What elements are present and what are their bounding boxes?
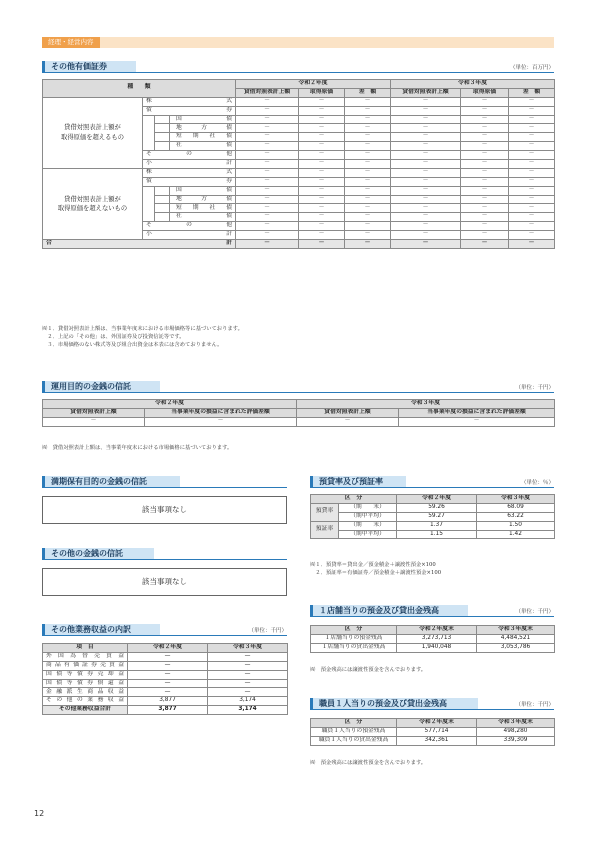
value-cell: － [391, 177, 461, 186]
indent-cell [143, 115, 155, 151]
row-label: 金融派生商品収益 [43, 688, 128, 697]
indent-cell [155, 195, 170, 204]
section-bar [310, 698, 313, 709]
row-label: 株式 [143, 168, 236, 177]
value-cell: － [299, 115, 345, 124]
value-cell: 3,053,786 [477, 643, 555, 652]
row-label: 地方債 [170, 124, 236, 133]
page-number: 12 [34, 809, 45, 818]
value-cell: － [461, 222, 509, 231]
value-cell: — [128, 688, 208, 697]
value-cell: － [236, 124, 299, 133]
value-cell: － [391, 124, 461, 133]
period-average-label: （期中平均） [339, 530, 397, 539]
header-year3: 令和３年度 [297, 400, 555, 409]
value-cell: － [391, 106, 461, 115]
other-securities-table [42, 79, 555, 249]
value-cell: 68.09 [477, 503, 555, 512]
total-value-cell: － [236, 240, 299, 249]
header-year2: 令和２年度 [43, 400, 297, 409]
header-item: 項 目 [43, 644, 128, 653]
value-cell: — [208, 661, 288, 670]
header-year3: 令和３年度 [391, 80, 555, 89]
header-cost-y3: 取得原価 [461, 88, 509, 97]
section-title-trading-trust [42, 381, 554, 393]
row-label: 株式 [143, 97, 236, 106]
note-line: ㈲１．預貸率＝貸出金／預金積金＋譲渡性預金×100 [310, 562, 436, 568]
header-year3: 令和３年度末 [477, 626, 555, 635]
sec1-notes [42, 325, 243, 350]
section-title-other-securities [42, 61, 554, 73]
per-employee-table [310, 718, 555, 746]
chapter-tag: 経理・経営内容 [42, 37, 100, 48]
row-label: 小計 [143, 231, 236, 240]
value-cell: － [509, 231, 555, 240]
value-cell: 59.27 [397, 512, 477, 521]
row-label: 国債等債券償還益 [43, 679, 128, 688]
value-cell: － [509, 160, 555, 169]
value-cell: － [391, 168, 461, 177]
row-label: 職員１人当りの貸出金残高 [311, 736, 397, 745]
value-cell: 3,273,713 [397, 634, 477, 643]
value-cell: － [509, 151, 555, 160]
section-bar [310, 476, 313, 487]
group-label: 貸借対照表計上額が 取得原価を超えないもの [43, 168, 143, 239]
value-cell: － [461, 195, 509, 204]
row-label: その他 [143, 151, 236, 160]
header-year2: 令和２年度 [128, 644, 208, 653]
period-end-label: （期 末） [339, 503, 397, 512]
value-cell: － [236, 195, 299, 204]
row-label: 国債 [170, 186, 236, 195]
value-cell: － [509, 115, 555, 124]
value-cell: － [461, 213, 509, 222]
value-cell: － [345, 168, 391, 177]
section-bar [42, 624, 45, 635]
unit-label: （単位：千円） [515, 609, 554, 615]
row-label: １店舗当りの預金残高 [311, 634, 397, 643]
section-title-label: その他業務収益の内訳 [42, 624, 160, 635]
value-cell: － [345, 222, 391, 231]
indent-cell [155, 186, 170, 195]
value-cell: 1,940,048 [397, 643, 477, 652]
header-year3: 令和３年度末 [477, 719, 555, 728]
value-cell: － [461, 231, 509, 240]
value-cell: － [509, 186, 555, 195]
value-cell: － [43, 417, 145, 426]
value-cell: － [345, 142, 391, 151]
indent-cell [155, 133, 170, 142]
value-cell: 1.37 [397, 521, 477, 530]
value-cell: － [236, 115, 299, 124]
row-label: 外国為替売買益 [43, 652, 128, 661]
value-cell: － [461, 160, 509, 169]
value-cell: － [461, 168, 509, 177]
value-cell: － [236, 133, 299, 142]
value-cell: － [236, 186, 299, 195]
value-cell: － [299, 222, 345, 231]
value-cell: － [461, 133, 509, 142]
value-cell: － [345, 231, 391, 240]
value-cell: － [391, 222, 461, 231]
section-title-label: その他の金銭の信託 [42, 548, 154, 559]
total-label: 合計 [43, 240, 236, 249]
header-kind: 種 類 [43, 80, 236, 98]
value-cell: － [236, 168, 299, 177]
ratios-table [310, 494, 555, 539]
header-valuation-diff-y2: 当事業年度の損益に含まれた評価差額 [145, 408, 297, 417]
value-cell: － [461, 177, 509, 186]
value-cell: － [345, 186, 391, 195]
value-cell: － [461, 151, 509, 160]
header-year3: 令和３年度 [477, 495, 555, 504]
section-title-label: 預貸率及び預証率 [310, 476, 406, 487]
value-cell: － [509, 195, 555, 204]
value-cell: － [391, 195, 461, 204]
indent-cell [143, 186, 155, 222]
unit-label: （単位：百万円） [509, 65, 554, 71]
total-value-cell: － [461, 240, 509, 249]
header-bs-amount-y3: 貸借対照表計上額 [391, 88, 461, 97]
total-value-cell: － [391, 240, 461, 249]
total-value-cell: － [345, 240, 391, 249]
total-value-cell: 3,174 [208, 706, 288, 715]
value-cell: － [345, 133, 391, 142]
value-cell: － [461, 142, 509, 151]
value-cell: 4,484,521 [477, 634, 555, 643]
value-cell: － [391, 186, 461, 195]
header-diff-y2: 差 額 [345, 88, 391, 97]
value-cell: 577,714 [397, 727, 477, 736]
header-bs-amount-y3: 貸借対照表計上額 [297, 408, 399, 417]
value-cell: － [509, 204, 555, 213]
value-cell: － [236, 222, 299, 231]
unit-label: （単位：％） [520, 480, 554, 486]
value-cell: － [299, 97, 345, 106]
value-cell: － [461, 106, 509, 115]
row-label: 短期社債 [170, 133, 236, 142]
value-cell: － [461, 97, 509, 106]
per-branch-table [310, 625, 555, 653]
indent-cell [155, 142, 170, 151]
value-cell: － [391, 133, 461, 142]
value-cell: － [345, 204, 391, 213]
value-cell: — [208, 670, 288, 679]
value-cell: － [509, 133, 555, 142]
value-cell: － [345, 115, 391, 124]
row-label: 国債 [170, 115, 236, 124]
sec2-note: ㈲ 貸借対照表計上額は、当事業年度末における市場価格に基づいております。 [42, 445, 233, 451]
value-cell: － [391, 115, 461, 124]
value-cell: － [391, 204, 461, 213]
section-title-label: 運用目的の金銭の信託 [42, 381, 160, 392]
value-cell: － [509, 213, 555, 222]
no-data-box: 該当事項なし [42, 568, 287, 596]
value-cell: － [299, 168, 345, 177]
value-cell: － [299, 133, 345, 142]
value-cell: － [345, 151, 391, 160]
section-title-label: 職員１人当りの預金及び貸出金残高 [310, 698, 478, 709]
value-cell: － [236, 142, 299, 151]
total-value-cell: － [509, 240, 555, 249]
row-label: 小計 [143, 160, 236, 169]
value-cell: － [299, 124, 345, 133]
sec7-note: ㈲ 預金残高には譲渡性預金を含んでおります。 [310, 667, 427, 673]
section-bar [42, 61, 45, 72]
note-line: ㈲１．貸借対照表計上額は、当事業年度末における市場価格等に基づいております。 [42, 326, 243, 332]
total-value-cell: － [299, 240, 345, 249]
period-end-label: （期 末） [339, 521, 397, 530]
value-cell: － [236, 97, 299, 106]
section-title-label: １店舗当りの預金及び貸出金残高 [310, 605, 468, 616]
total-label: その他業務収益合計 [43, 706, 128, 715]
value-cell: － [391, 97, 461, 106]
value-cell: 1.15 [397, 530, 477, 539]
section-title-other-operating-income [42, 624, 287, 636]
row-label: 短期社債 [170, 204, 236, 213]
sec8-note: ㈲ 預金残高には譲渡性預金を含んでおります。 [310, 760, 427, 766]
value-cell: — [208, 688, 288, 697]
row-label: 社債 [170, 213, 236, 222]
indent-cell [155, 115, 170, 124]
securities-deposit-ratio-label: 預証率 [311, 521, 339, 539]
value-cell: － [299, 160, 345, 169]
value-cell: － [297, 417, 399, 426]
value-cell: 3,174 [208, 697, 288, 706]
value-cell: — [128, 679, 208, 688]
value-cell: － [391, 231, 461, 240]
indent-cell [155, 204, 170, 213]
row-label: 商品有価証券売買益 [43, 661, 128, 670]
value-cell: 498,280 [477, 727, 555, 736]
value-cell: 59.26 [397, 503, 477, 512]
value-cell: － [345, 160, 391, 169]
value-cell: － [345, 195, 391, 204]
value-cell: 3,877 [128, 697, 208, 706]
indent-cell [155, 124, 170, 133]
value-cell: － [236, 177, 299, 186]
value-cell: － [299, 204, 345, 213]
row-label: 地方債 [170, 195, 236, 204]
value-cell: － [391, 160, 461, 169]
value-cell: 1.50 [477, 521, 555, 530]
value-cell: － [299, 151, 345, 160]
value-cell: － [461, 204, 509, 213]
header-year2: 令和２年度 [236, 80, 391, 89]
value-cell: － [236, 213, 299, 222]
value-cell: － [236, 106, 299, 115]
value-cell: － [236, 204, 299, 213]
value-cell: — [128, 670, 208, 679]
section-title-per-employee [310, 698, 554, 710]
value-cell: － [509, 177, 555, 186]
section-title-held-to-maturity-trust [42, 476, 287, 488]
value-cell: － [399, 417, 555, 426]
section-bar [42, 476, 45, 487]
value-cell: － [509, 222, 555, 231]
value-cell: － [145, 417, 297, 426]
header-year2: 令和２年度末 [397, 626, 477, 635]
unit-label: （単位：千円） [515, 385, 554, 391]
header-bs-amount-y2: 貸借対照表計上額 [236, 88, 299, 97]
header-diff-y3: 差 額 [509, 88, 555, 97]
row-label: その他 [143, 222, 236, 231]
value-cell: － [299, 213, 345, 222]
row-label: 国債等債券売却益 [43, 670, 128, 679]
section-bar [42, 548, 45, 559]
value-cell: 339,309 [477, 736, 555, 745]
header-category: 区 分 [311, 719, 397, 728]
value-cell: － [299, 142, 345, 151]
loan-deposit-ratio-label: 預貸率 [311, 503, 339, 521]
value-cell: － [236, 151, 299, 160]
header-bs-amount-y2: 貸借対照表計上額 [43, 408, 145, 417]
value-cell: － [461, 115, 509, 124]
value-cell: － [299, 177, 345, 186]
other-operating-income-table [42, 643, 288, 715]
row-label: 社債 [170, 142, 236, 151]
trading-trust-table [42, 399, 555, 427]
value-cell: － [391, 142, 461, 151]
period-average-label: （期中平均） [339, 512, 397, 521]
value-cell: — [208, 679, 288, 688]
section-bar [42, 381, 45, 392]
value-cell: － [299, 231, 345, 240]
sec6-notes [310, 561, 441, 577]
value-cell: － [509, 142, 555, 151]
header-category: 区 分 [311, 626, 397, 635]
value-cell: － [299, 106, 345, 115]
header-valuation-diff-y3: 当事業年度の損益に含まれた評価差額 [399, 408, 555, 417]
value-cell: － [461, 186, 509, 195]
value-cell: － [391, 151, 461, 160]
value-cell: － [461, 124, 509, 133]
value-cell: — [128, 661, 208, 670]
value-cell: — [208, 652, 288, 661]
group-label: 貸借対照表計上額が 取得原価を超えるもの [43, 97, 143, 168]
value-cell: － [236, 231, 299, 240]
value-cell: － [391, 213, 461, 222]
header-cost-y2: 取得原価 [299, 88, 345, 97]
header-year2: 令和２年度 [397, 495, 477, 504]
section-title-ratios [310, 476, 554, 488]
value-cell: － [345, 213, 391, 222]
value-cell: － [345, 177, 391, 186]
value-cell: － [345, 106, 391, 115]
note-line: ３．市場価格のない株式等及び組合出資金は本表には含めておりません。 [42, 342, 223, 349]
unit-label: （単位：千円） [515, 702, 554, 708]
header-category: 区 分 [311, 495, 397, 504]
no-data-box: 該当事項なし [42, 496, 287, 524]
value-cell: － [299, 195, 345, 204]
value-cell: － [509, 168, 555, 177]
chapter-header [42, 37, 554, 48]
section-bar [310, 605, 313, 616]
note-line: ２．預証率＝有価証券／預金積金＋譲渡性預金×100 [310, 570, 442, 577]
value-cell: － [299, 186, 345, 195]
value-cell: — [128, 652, 208, 661]
section-title-other-trust [42, 548, 287, 560]
section-title-label: その他有価証券 [42, 61, 136, 72]
value-cell: － [345, 97, 391, 106]
row-label: 債券 [143, 106, 236, 115]
value-cell: 63.22 [477, 512, 555, 521]
value-cell: 1.42 [477, 530, 555, 539]
value-cell: 342,361 [397, 736, 477, 745]
total-value-cell: 3,877 [128, 706, 208, 715]
indent-cell [155, 213, 170, 222]
header-year3: 令和３年度 [208, 644, 288, 653]
value-cell: － [236, 160, 299, 169]
value-cell: － [509, 124, 555, 133]
row-label: 債券 [143, 177, 236, 186]
row-label: その他の業務収益 [43, 697, 128, 706]
value-cell: － [345, 124, 391, 133]
value-cell: － [509, 97, 555, 106]
header-year2: 令和２年度末 [397, 719, 477, 728]
row-label: 職員１人当りの預金残高 [311, 727, 397, 736]
section-title-per-branch [310, 605, 554, 617]
row-label: １店舗当りの貸出金残高 [311, 643, 397, 652]
section-title-label: 満期保有目的の金銭の信託 [42, 476, 180, 487]
note-line: ２．上記の「その他」は、外国証券及び投資信託等です。 [42, 334, 185, 341]
unit-label: （単位：千円） [248, 628, 287, 634]
value-cell: － [509, 106, 555, 115]
